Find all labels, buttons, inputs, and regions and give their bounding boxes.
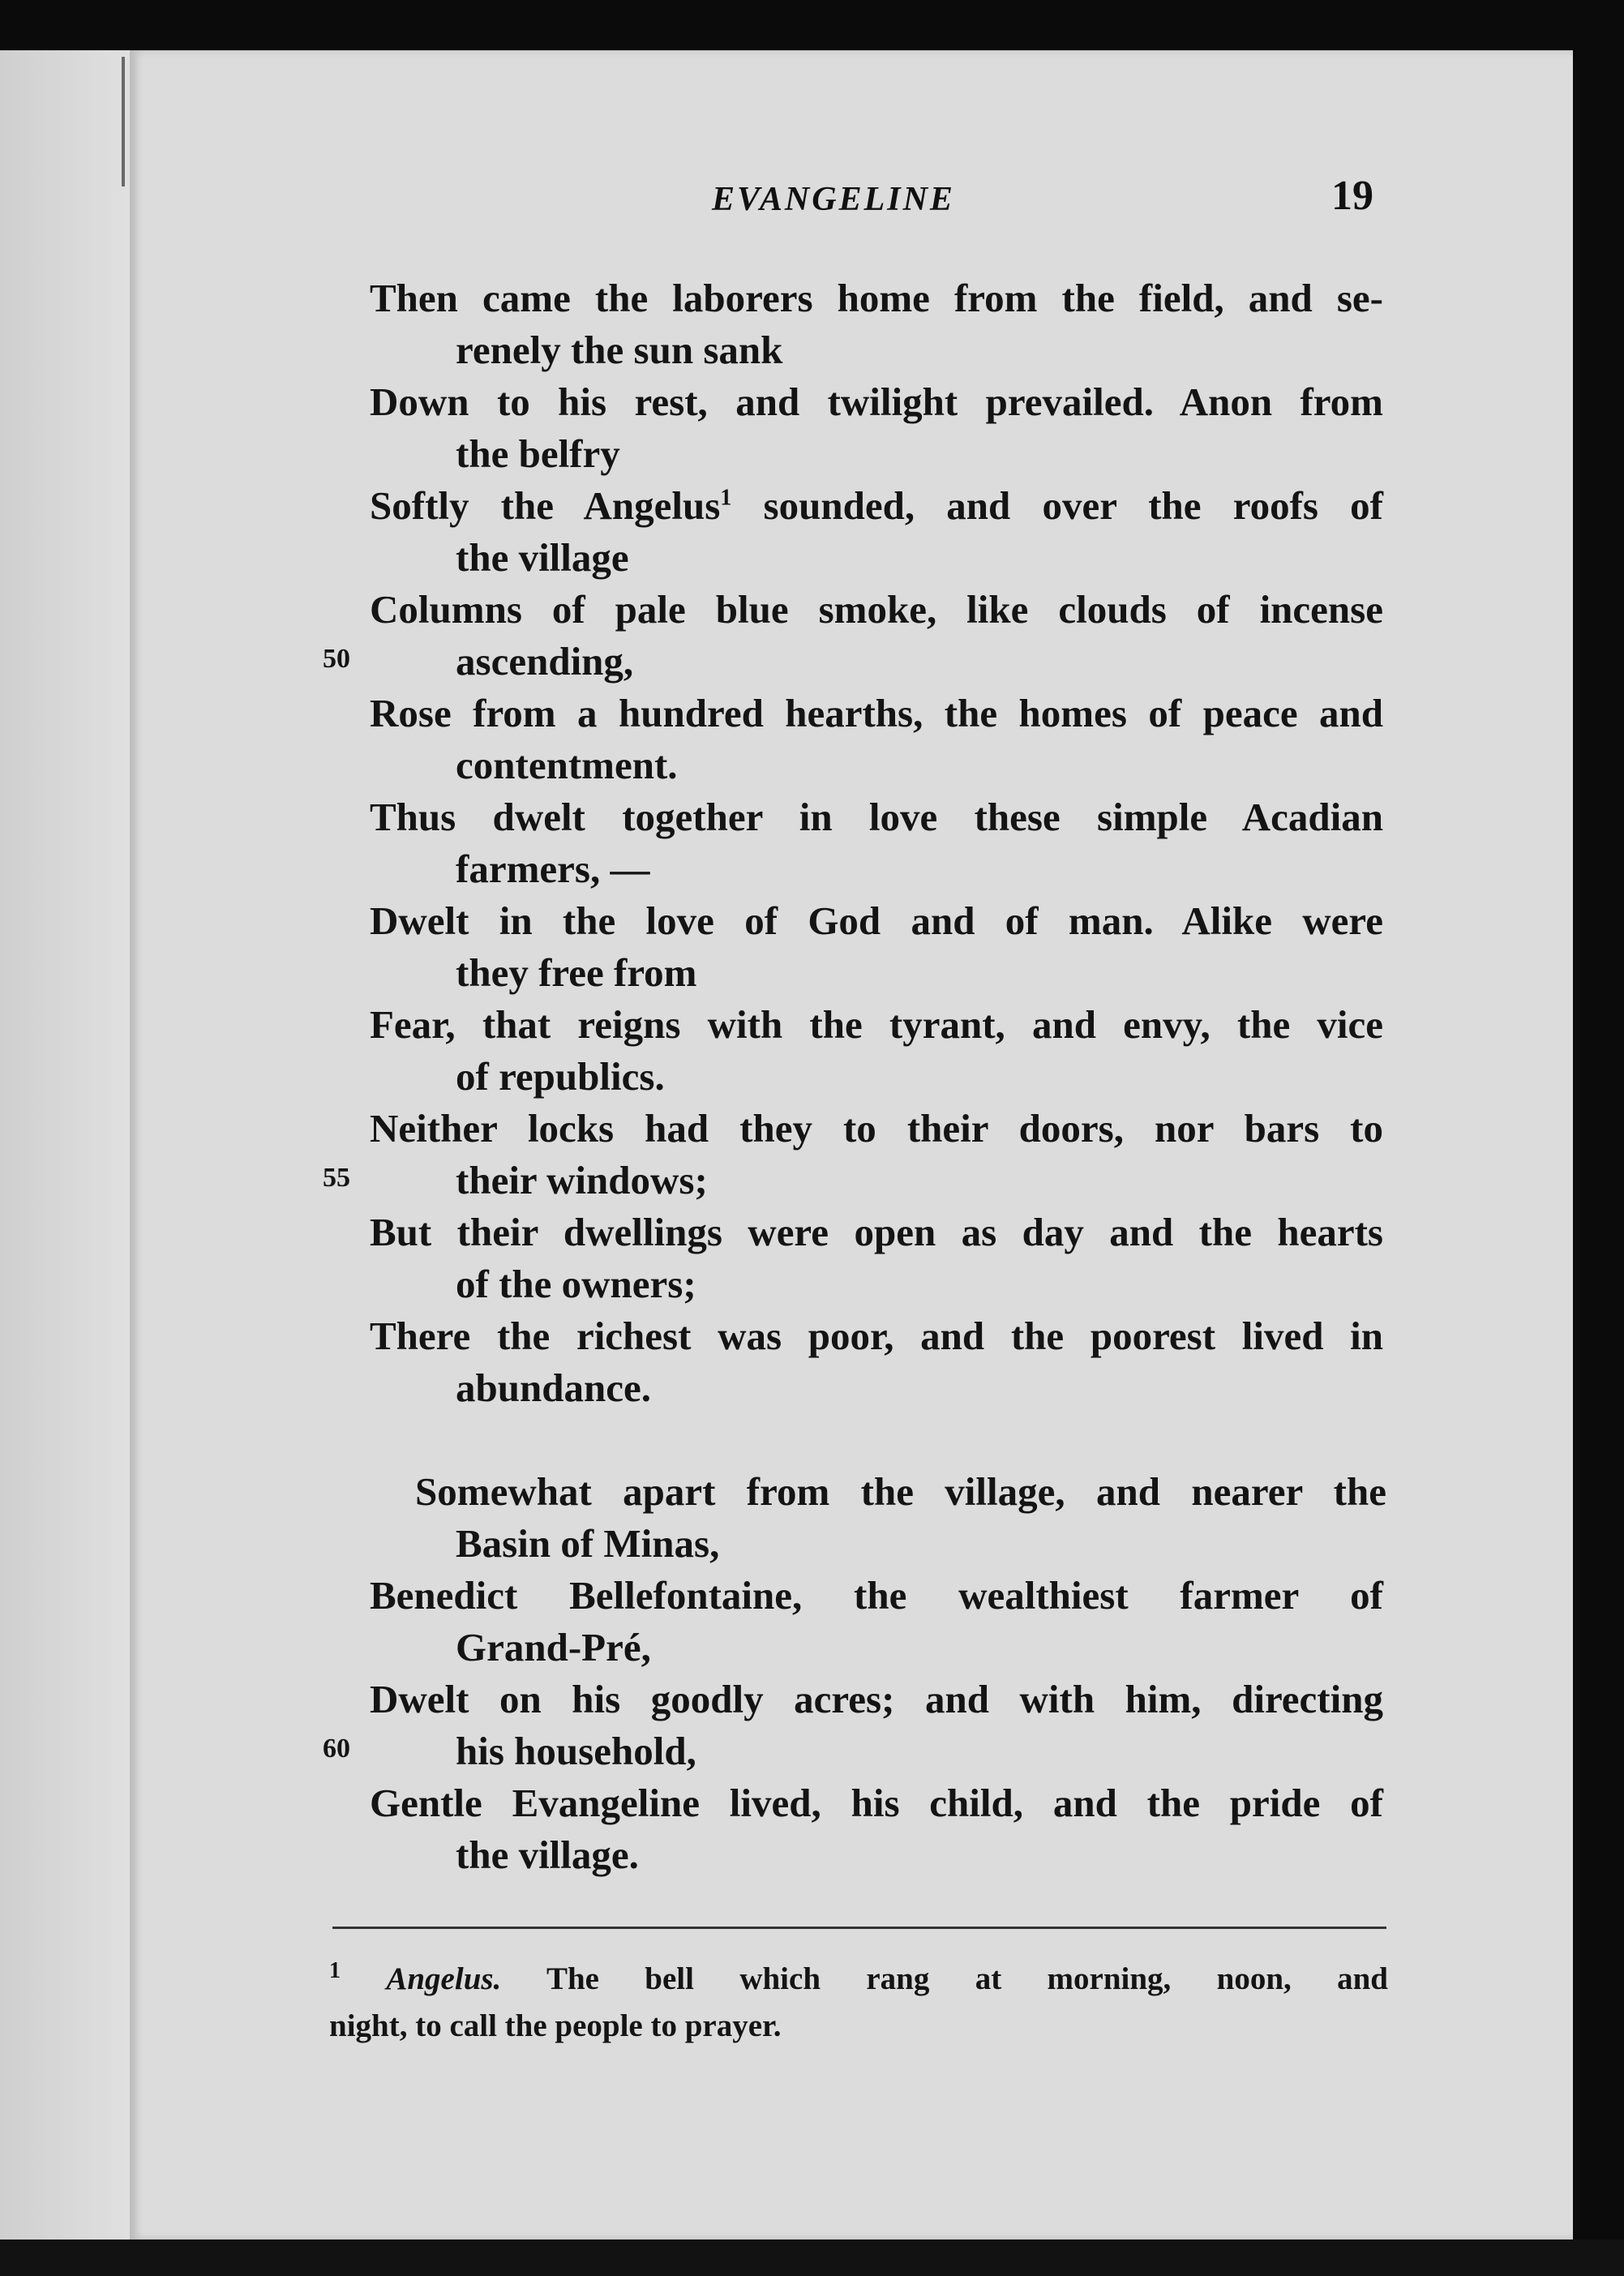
line-number: 50 — [323, 644, 350, 674]
verse-turnover: the village. — [456, 1832, 639, 1877]
footnote-marker: 1 — [329, 1958, 341, 1983]
verse-turnover: their windows; — [456, 1158, 708, 1202]
verse-line-with-note — [370, 480, 1383, 532]
page-number: 19 — [1331, 173, 1373, 219]
footnote-reference: 1 — [720, 485, 732, 511]
verse-turnover: renely the sun sank — [456, 328, 783, 372]
verse-turnover: ascending, — [456, 639, 634, 684]
verse-turnover: of republics. — [456, 1054, 665, 1099]
line-number: 60 — [323, 1734, 350, 1764]
verse-line: Down to his rest, and twilight prevailed. Anon from — [370, 379, 1383, 424]
verse-line: But their dwellings were open as day and the hearts — [370, 1210, 1383, 1254]
verse-turnover: his household, — [456, 1729, 696, 1773]
verse-turnover: Grand-Pré, — [456, 1625, 651, 1669]
footnote-line — [329, 1956, 1388, 2003]
verse-line: Columns of pale blue smoke, like clouds of incense — [370, 587, 1383, 632]
verse-turnover: contentment. — [456, 743, 678, 787]
verse-text: Softly the Angelus — [370, 483, 721, 528]
footnote-text: The bell which rang at morning, noon, and — [501, 1961, 1388, 1996]
verse-line: Thus dwelt together in love these simple Acadian — [370, 795, 1383, 839]
verse-line: Neither locks had they to their doors, nor bars to — [370, 1106, 1383, 1151]
binding-gutter — [122, 57, 125, 186]
verse-line: There the richest was poor, and the poorest lived in — [370, 1314, 1383, 1358]
left-page-edge — [0, 50, 130, 2240]
verse-line: Somewhat apart from the village, and nearer the — [415, 1469, 1386, 1514]
verse-line: Benedict Bellefontaine, the wealthiest farmer of — [370, 1573, 1383, 1618]
verse-turnover: the belfry — [456, 431, 620, 476]
verse-line: Then came the laborers home from the field, and se- — [370, 276, 1383, 320]
verse-turnover: abundance. — [456, 1365, 652, 1410]
line-number: 55 — [323, 1163, 350, 1193]
footnote-line: night, to call the people to prayer. — [329, 2008, 782, 2043]
verse-turnover: of the owners; — [456, 1262, 696, 1306]
verse-line: Fear, that reigns with the tyrant, and envy, the vice — [370, 1002, 1383, 1047]
footnote-rule — [332, 1927, 1386, 1929]
verse-turnover: the village — [456, 535, 629, 580]
footnote-term: Angelus. — [386, 1961, 502, 1996]
verse-line: Gentle Evangeline lived, his child, and the pride of — [370, 1781, 1383, 1825]
verse-text: sounded, and over the roofs of — [731, 483, 1383, 528]
verse-line: Rose from a hundred hearths, the homes of peace and — [370, 691, 1383, 735]
verse-line: Dwelt on his goodly acres; and with him, directing — [370, 1677, 1383, 1721]
verse-turnover: they free from — [456, 950, 697, 995]
verse-turnover: Basin of Minas, — [456, 1521, 720, 1566]
running-title: EVANGELINE — [712, 181, 955, 218]
scan-border — [0, 2240, 1624, 2276]
verse-turnover: farmers, — — [456, 847, 650, 891]
verse-line: Dwelt in the love of God and of man. Alike were — [370, 898, 1383, 943]
